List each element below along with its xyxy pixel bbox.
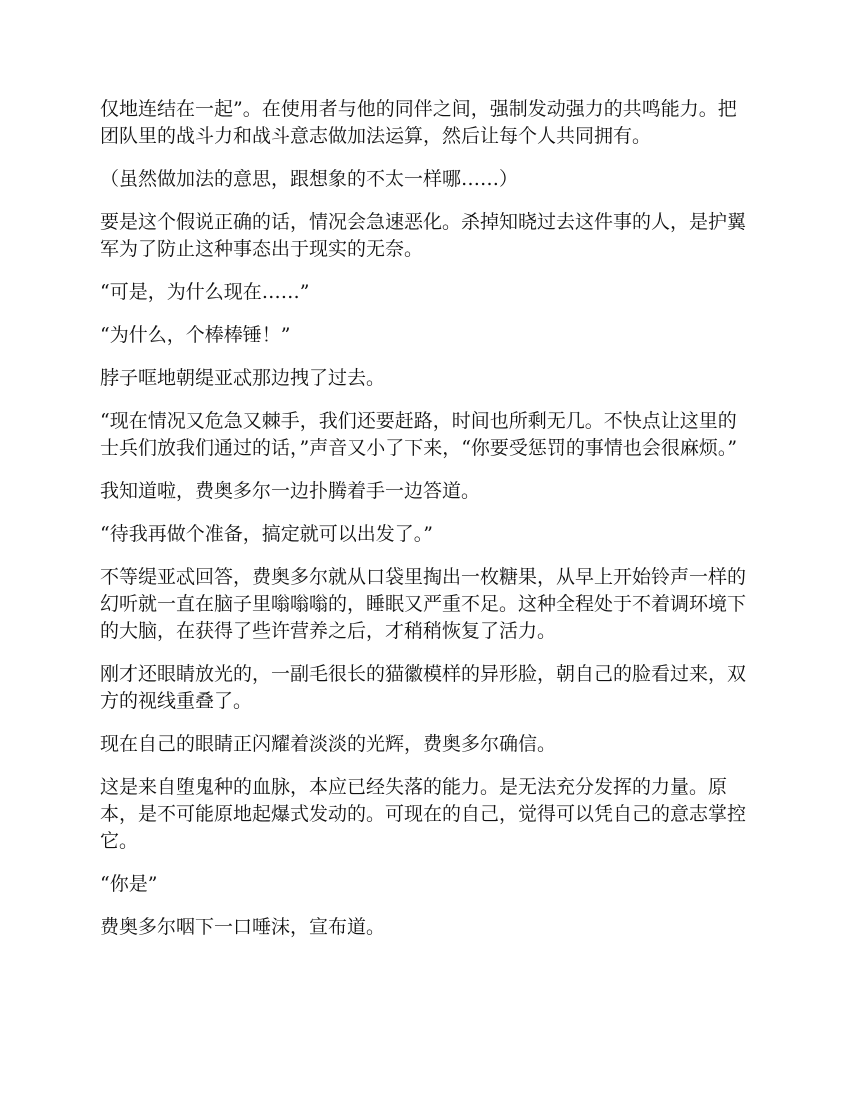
- paragraph: “为什么，个棒棒锤！”: [100, 324, 291, 346]
- paragraph: “现在情况又危急又棘手，我们还要赶路，时间也所剩无几。不快点让这里的士兵们放我们通过的话，”声音又小了下来，“你要受惩罚的事情也会很麻烦。”: [100, 410, 738, 459]
- paragraph: 脖子哐地朝缇亚忒那边拽了过去。: [100, 367, 386, 389]
- body-text: [100, 96, 752, 957]
- paragraph: 不等缇亚忒回答，费奥多尔就从口袋里掏出一枚糖果，从早上开始铃声一样的幻听就一直在脑子里嗡嗡嗡的，睡眠又严重不足。这种全程处于不着调环境下的大脑，在获得了些许营养之后，才稍稍恢复了活力。: [100, 566, 747, 642]
- paragraph: 这是来自堕鬼种的血脉，本应已经失落的能力。是无法充分发挥的力量。原本，是不可能原地起爆式发动的。可现在的自己，觉得可以凭自己的意志掌控它。: [100, 776, 747, 852]
- paragraph: 现在自己的眼睛正闪耀着淡淡的光辉，费奥多尔确信。: [100, 733, 557, 755]
- paragraph: 刚才还眼睛放光的，一副毛很长的猫徽模样的异形脸，朝自己的脸看过来，双方的视线重叠了。: [100, 663, 747, 712]
- paragraph: “待我再做个准备，搞定就可以出发了。”: [100, 523, 433, 545]
- paragraph: “可是，为什么现在……”: [100, 281, 310, 303]
- paragraph: 仅地连结在一起”。在使用者与他的同伴之间，强制发动强力的共鸣能力。把团队里的战斗力和战斗意志做加法运算，然后让每个人共同拥有。: [100, 98, 737, 147]
- paragraph: （虽然做加法的意思，跟想象的不太一样哪……）: [100, 168, 519, 190]
- paragraph: “你是”: [100, 873, 158, 895]
- paragraph: 费奥多尔咽下一口唾沫，宣布道。: [100, 916, 386, 938]
- paragraph: 我知道啦，费奥多尔一边扑腾着手一边答道。: [100, 480, 481, 502]
- paragraph: 要是这个假说正确的话，情况会急速恶化。杀掉知晓过去这件事的人，是护翼军为了防止这种事态出于现实的无奈。: [100, 211, 747, 260]
